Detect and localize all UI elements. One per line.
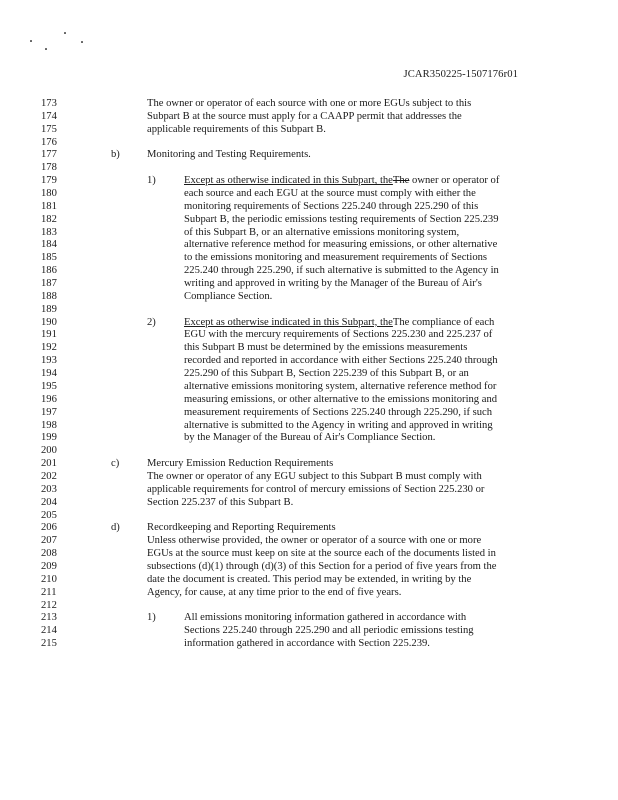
line-number: 185 — [41, 252, 57, 264]
line-number: 196 — [41, 393, 57, 405]
line-number: 191 — [41, 329, 57, 341]
text-segment: monitoring requirements of Sections 225.240 through 225.290 of this — [184, 200, 479, 212]
line-number: 208 — [41, 548, 57, 560]
line-text — [184, 329, 492, 341]
text-segment: Subpart B at the source must apply for a CAAPP permit that addresses the — [147, 110, 462, 122]
line-text — [147, 574, 471, 586]
text-segment: Monitoring and Testing Requirements. — [147, 149, 311, 161]
line-text — [184, 188, 476, 200]
subsection-label: 1) — [147, 612, 156, 624]
text-segment: The owner or operator of any EGU subject to this Subpart B must comply with — [147, 470, 482, 482]
line-text — [184, 227, 459, 239]
line-text — [147, 124, 326, 136]
line-text — [184, 381, 496, 393]
line-number: 179 — [41, 175, 57, 187]
line-text — [184, 355, 498, 367]
text-segment: writing and approved in writing by the Manager of the Bureau of Air's — [184, 278, 482, 290]
text-segment: alternative is submitted to the Agency in writing and approved in writing — [184, 419, 493, 431]
text-segment: 225.290 of this Subpart B, Section 225.239 of this Subpart B, or an — [184, 368, 469, 380]
line-number: 183 — [41, 226, 57, 238]
text-segment: alternative emissions monitoring system, alternative reference method for — [184, 380, 497, 392]
line-number: 174 — [41, 110, 57, 122]
scan-speck — [81, 41, 83, 43]
line-text — [184, 638, 430, 650]
line-number: 201 — [41, 458, 57, 470]
line-number: 204 — [41, 496, 57, 508]
line-number: 175 — [41, 123, 57, 135]
line-text — [147, 561, 497, 573]
scan-speck — [64, 32, 66, 34]
line-text — [147, 149, 311, 161]
text-segment: Subpart B, the periodic emissions testing requirements of Section 225.239 — [184, 213, 499, 225]
deleted-text: The — [392, 175, 410, 187]
text-segment: information gathered in accordance with Section 225.239. — [184, 638, 430, 650]
line-text — [147, 458, 333, 470]
line-number: 180 — [41, 188, 57, 200]
line-number: 188 — [41, 290, 57, 302]
line-text — [147, 471, 482, 483]
line-number: 203 — [41, 483, 57, 495]
text-segment: 225.240 through 225.290, if such alternative is submitted to the Agency in — [184, 265, 499, 277]
scan-speck — [30, 40, 32, 42]
line-text — [184, 625, 474, 637]
line-text — [147, 497, 293, 509]
line-text — [184, 214, 499, 226]
line-number: 214 — [41, 625, 57, 637]
text-segment: applicable requirements of this Subpart B. — [147, 123, 326, 135]
text-segment: each source and each EGU at the source must comply with either the — [184, 188, 476, 200]
line-number: 209 — [41, 560, 57, 572]
line-text — [147, 587, 401, 599]
inserted-text: Except as otherwise indicated in this Subpart, the — [184, 316, 393, 328]
line-number: 186 — [41, 265, 57, 277]
text-segment: The compliance of each — [392, 316, 495, 328]
line-text — [147, 111, 462, 123]
line-text — [184, 407, 492, 419]
subsection-label: d) — [111, 522, 120, 534]
line-text — [184, 278, 482, 290]
line-number: 215 — [41, 638, 57, 650]
line-number: 194 — [41, 368, 57, 380]
line-number: 184 — [41, 239, 57, 251]
text-segment: Section 225.237 of this Subpart B. — [147, 496, 294, 508]
text-segment: of this Subpart B, or an alternative emissions monitoring system, — [184, 226, 460, 238]
text-segment: Unless otherwise provided, the owner or operator of a source with one or more — [147, 535, 482, 547]
line-text — [184, 239, 497, 251]
text-segment: alternative reference method for measuring emissions, or other alternative — [184, 239, 498, 251]
line-text — [184, 317, 494, 329]
line-number: 177 — [41, 149, 57, 161]
line-number: 199 — [41, 432, 57, 444]
text-segment: EGU with the mercury requirements of Sections 225.230 and 225.237 of — [184, 329, 493, 341]
line-text — [147, 535, 481, 547]
text-segment: measuring emissions, or other alternative to the emissions monitoring and — [184, 393, 498, 405]
scan-speck — [45, 48, 47, 50]
text-segment: applicable requirements for control of mercury emissions of Section 225.230 or — [147, 483, 485, 495]
line-number: 195 — [41, 380, 57, 392]
text-segment: Recordkeeping and Reporting Requirements — [147, 522, 336, 534]
line-number: 176 — [41, 136, 57, 148]
line-number: 178 — [41, 162, 57, 174]
line-text — [184, 342, 467, 354]
text-segment: Compliance Section. — [184, 290, 273, 302]
line-text — [184, 252, 487, 264]
subsection-label: c) — [111, 458, 120, 470]
inserted-text: Except as otherwise indicated in this Subpart, the — [184, 175, 393, 187]
subsection-label: 2) — [147, 316, 156, 328]
line-text — [147, 548, 496, 560]
line-text — [147, 98, 471, 110]
text-segment: Agency, for cause, at any time prior to the end of five years. — [147, 586, 402, 598]
line-text — [184, 175, 499, 187]
line-number: 207 — [41, 535, 57, 547]
line-number: 173 — [41, 98, 57, 109]
text-segment: All emissions monitoring information gathered in accordance with — [184, 612, 467, 624]
line-number: 200 — [41, 445, 57, 457]
text-segment: this Subpart B must be determined by the emissions measurements — [184, 342, 468, 354]
line-number: 202 — [41, 470, 57, 482]
line-number: 189 — [41, 303, 57, 315]
line-number: 211 — [41, 586, 57, 598]
line-number: 181 — [41, 200, 57, 212]
line-number: 205 — [41, 509, 57, 521]
line-number: 192 — [41, 342, 57, 354]
text-segment: date the document is created. This period may be extended, in writing by the — [147, 573, 472, 585]
line-number: 197 — [41, 406, 57, 418]
line-text — [184, 420, 493, 432]
line-text — [184, 291, 272, 303]
text-segment: measurement requirements of Sections 225.240 through 225.290, if such — [184, 406, 493, 418]
line-text — [184, 368, 469, 380]
line-number: 187 — [41, 278, 57, 290]
text-segment: recorded and reported in accordance with either Sections 225.240 through — [184, 355, 498, 367]
text-segment: Mercury Emission Reduction Requirements — [147, 458, 334, 470]
subsection-label: b) — [111, 149, 120, 161]
line-text — [184, 265, 499, 277]
line-text — [147, 522, 336, 534]
text-segment: The owner or operator of each source with one or more EGUs subject to this — [147, 98, 472, 109]
line-text — [184, 432, 435, 444]
text-segment: Sections 225.240 through 225.290 and all periodic emissions testing — [184, 625, 474, 637]
line-number: 190 — [41, 316, 57, 328]
text-segment: owner or operator of — [409, 175, 500, 187]
line-text — [184, 612, 466, 624]
line-number: 182 — [41, 213, 57, 225]
text-segment: EGUs at the source must keep on site at the source each of the documents listed in — [147, 548, 496, 560]
line-number: 210 — [41, 573, 57, 585]
line-text — [147, 484, 484, 496]
line-text — [184, 201, 478, 213]
line-number: 193 — [41, 355, 57, 367]
line-number: 206 — [41, 522, 57, 534]
document-id-header: JCAR350225-1507176r01 — [403, 69, 518, 80]
line-number: 198 — [41, 419, 57, 431]
line-number: 212 — [41, 599, 57, 611]
text-segment: subsections (d)(1) through (d)(3) of this Section for a period of five years from the — [147, 560, 497, 572]
text-segment: to the emissions monitoring and measurement requirements of Sections — [184, 252, 488, 264]
subsection-label: 1) — [147, 175, 156, 187]
text-segment: by the Manager of the Bureau of Air's Compliance Section. — [184, 432, 436, 444]
line-text — [184, 394, 497, 406]
line-number: 213 — [41, 612, 57, 624]
